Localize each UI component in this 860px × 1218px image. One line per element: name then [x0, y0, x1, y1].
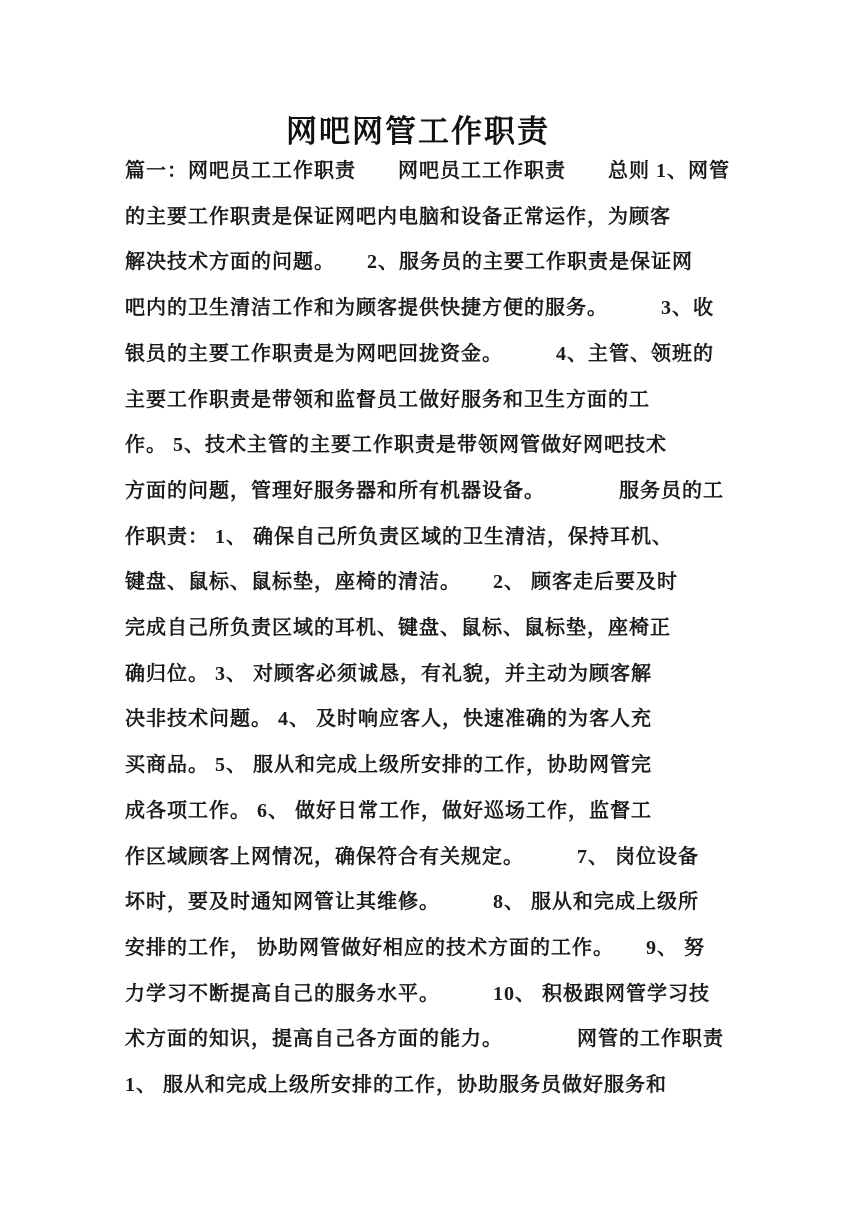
paragraph-line: 解决技术方面的问题。 2、服务员的主要工作职责是保证网: [125, 251, 693, 274]
paragraph-line: 力学习不断提高自己的服务水平。 10、 积极跟网管学习技: [125, 982, 710, 1005]
paragraph-line: 主要工作职责是带领和监督员工做好服务和卫生方面的工: [125, 388, 650, 411]
document-body: [125, 149, 750, 1109]
paragraph-line: 作。 5、技术主管的主要工作职责是带领网管做好网吧技术: [125, 434, 667, 457]
paragraph-line: 1、 服从和完成上级所安排的工作，协助服务员做好服务和: [125, 1074, 667, 1097]
paragraph-line: 安排的工作， 协助网管做好相应的技术方面的工作。 9、 努: [125, 936, 705, 959]
paragraph-line: 坏时，要及时通知网管让其维修。 8、 服从和完成上级所: [125, 891, 699, 914]
document-title: 网吧网管工作职责: [286, 114, 550, 149]
paragraph-line: 键盘、鼠标、鼠标垫，座椅的清洁。 2、 顾客走后要及时: [125, 571, 678, 594]
paragraph-line: 决非技术问题。 4、 及时响应客人，快速准确的为客人充: [125, 708, 652, 731]
paragraph-line: 银员的主要工作职责是为网吧回拢资金。 4、主管、领班的: [125, 342, 714, 365]
paragraph-line: 吧内的卫生清洁工作和为顾客提供快捷方便的服务。 3、收: [125, 297, 714, 320]
paragraph-line: 买商品。 5、 服从和完成上级所安排的工作，协助网管完: [125, 754, 652, 777]
paragraph-line: 篇一：网吧员工工作职责 网吧员工工作职责 总则 1、网管: [125, 160, 730, 182]
paragraph-line: 完成自己所负责区域的耳机、键盘、鼠标、鼠标垫，座椅正: [125, 617, 671, 640]
paragraph-line: 作职责： 1、 确保自己所负责区域的卫生清洁，保持耳机、: [125, 525, 673, 548]
paragraph-line: 作区域顾客上网情况，确保符合有关规定。 7、 岗位设备: [125, 845, 699, 868]
paragraph-line: 方面的问题，管理好服务器和所有机器设备。 服务员的工: [125, 479, 724, 502]
paragraph-line: 成各项工作。 6、 做好日常工作，做好巡场工作，监督工: [125, 799, 652, 822]
paragraph-line: 的主要工作职责是保证网吧内电脑和设备正常运作，为顾客: [125, 205, 671, 228]
paragraph-line: 术方面的知识，提高自己各方面的能力。 网管的工作职责: [125, 1028, 724, 1051]
paragraph-line: 确归位。 3、 对顾客必须诚恳，有礼貌，并主动为顾客解: [125, 662, 652, 685]
